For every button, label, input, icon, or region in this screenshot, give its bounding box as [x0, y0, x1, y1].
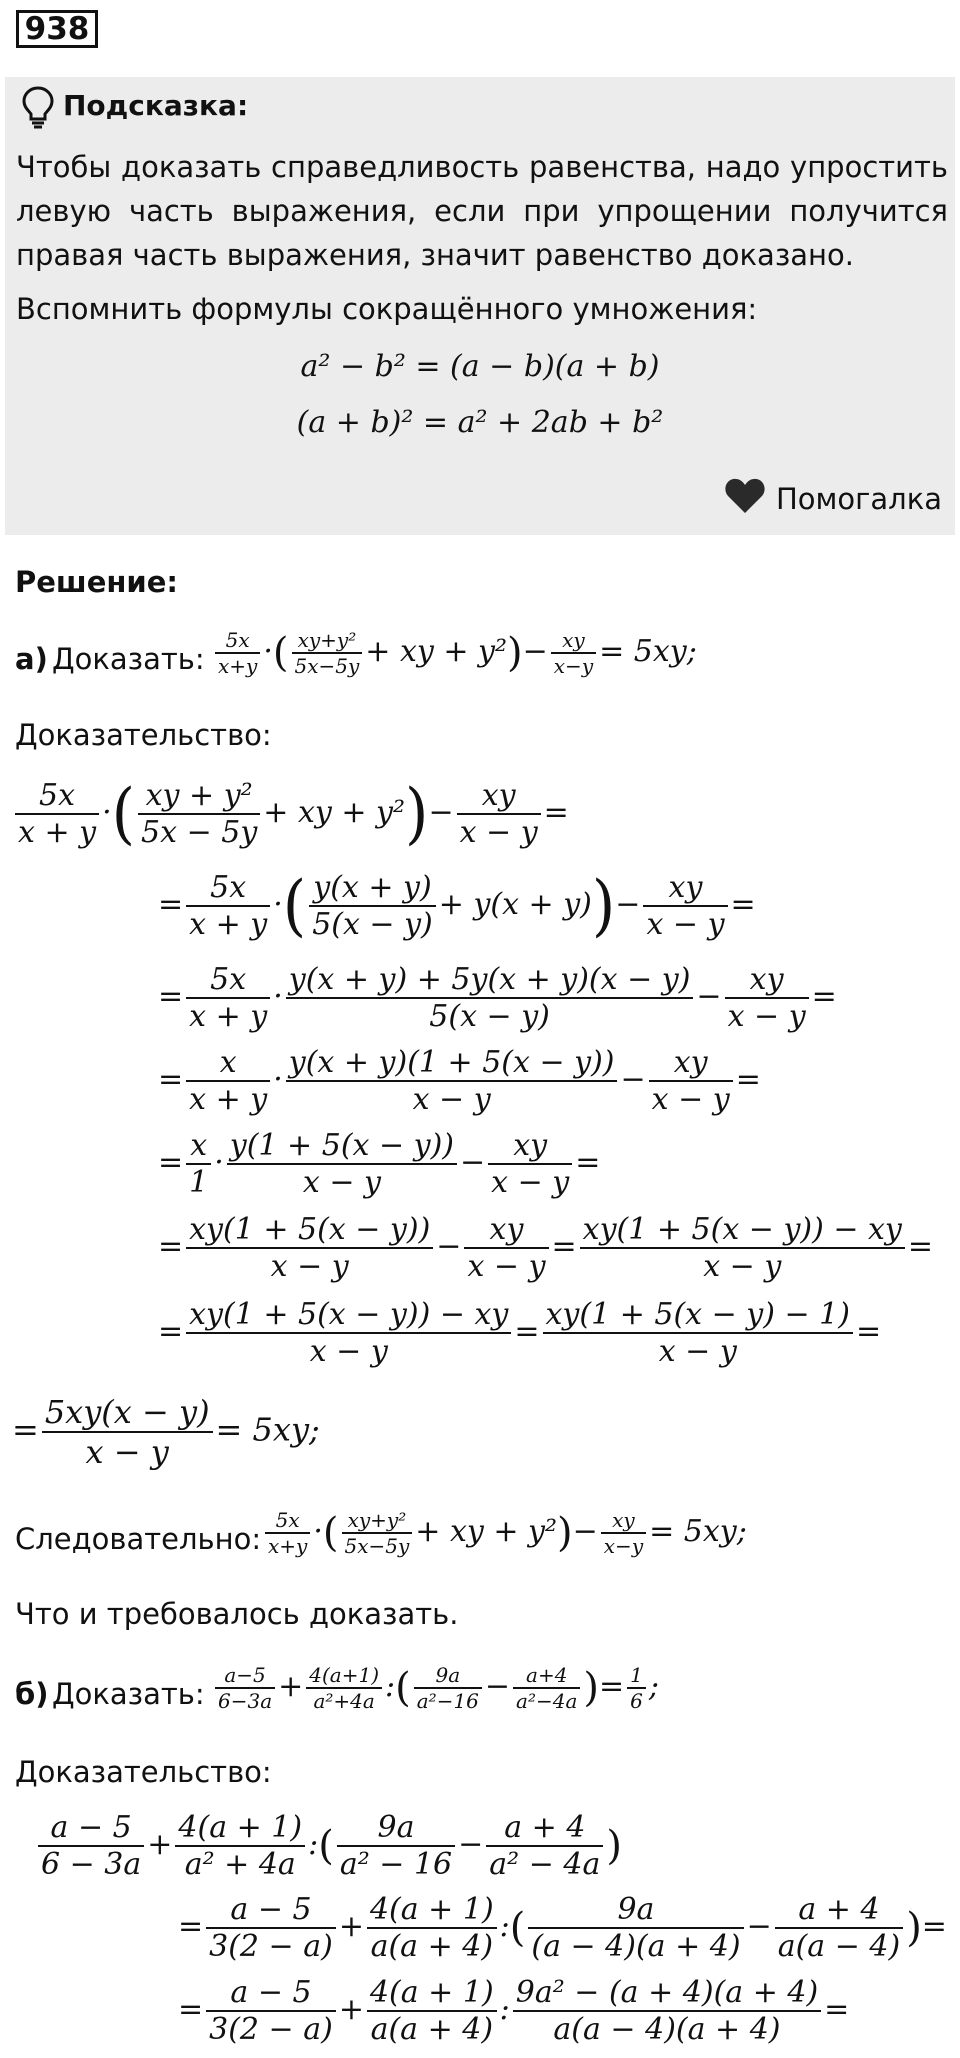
formula-square-of-sum: (a + b)² = a² + 2ab + b²	[296, 405, 664, 440]
task-number: 938	[16, 10, 98, 48]
hint-paragraph: Чтобы доказать справедливость равенства, надо упростить левую часть выражения, если при упрощении получится правая часть выражения, значит равенство доказано.	[16, 150, 948, 272]
heart-icon	[723, 475, 767, 515]
part-a-conclusion	[0, 1500, 960, 1580]
proof-a-line-2: = $\frac{5x}{x + y}$ ·( $\frac{y(x + y)}{5(x - y)}$ + y(x + y))− $\frac{xy}{x - y}$ =	[158, 867, 756, 945]
part-b-statement	[0, 1655, 960, 1735]
qed-text: Что и требовалось доказать.	[15, 1597, 459, 1631]
proof-a-line-4: = $\frac{x}{x + y}$ · $\frac{y(x + y)(1 + 5(x - y))}{x - y}$ − $\frac{xy}{x - y}$ =	[158, 1045, 761, 1117]
formula-difference-of-squares: a² − b² = (a − b)(a + b)	[300, 349, 660, 384]
part-a-label: а)	[15, 642, 48, 676]
proof-b-line-2: = $\frac{a - 5}{3(2 - a)}$ + $\frac{4(a + 1)}{a(a + 4)}$ :( $\frac{9a}{(a - 4)(a + 4)}$ − $\frac{a + 4}{a(a - 4)}$ )=	[178, 1892, 947, 1964]
proof-a-line-6: = $\frac{xy(1 + 5(x - y))}{x - y}$ − $\frac{xy}{x - y}$ = $\frac{xy(1 + 5(x - y)) - xy}{x - y}$ =	[158, 1212, 934, 1284]
part-b-prove-word: Доказать:	[52, 1677, 205, 1711]
proof-a-final-line: = $\frac{5xy(x - y)}{x - y}$ = 5xy;	[12, 1393, 320, 1471]
part-a-prove-word: Доказать:	[52, 642, 205, 676]
proof-a-line-1: $\frac{5x}{x + y}$ ·( $\frac{\text{xy + y²}}{5x - 5y}$ + xy + y²)− $\frac{xy}{x - y}$ =	[12, 778, 569, 850]
proof-b-line-3: = $\frac{a - 5}{3(2 - a)}$ + $\frac{4(a + 1)}{a(a + 4)}$ : $\frac{\text{9a² − (a + 4)(a + 4)}}{a(a - 4)(a + 4)}$ =	[178, 1975, 850, 2047]
conclusion-formula: $\frac{5x}{x+y}$ ·( $\frac{\text{xy+y²}}{5x-5y}$ + xy + y²)− $\frac{xy}{x-y}$ = 5xy;	[262, 1508, 747, 1558]
part-a-statement-formula: $\frac{5x}{x+y}$ ·( $\frac{\text{xy+y²}}{5x-5y}$ + xy + y²)− $\frac{xy}{x-y}$ = 5xy;	[212, 628, 697, 678]
lightbulb-icon	[21, 85, 55, 129]
hint-title: Подсказка:	[63, 89, 249, 122]
hint-formulas-intro: Вспомнить формулы сокращённого умножения:	[16, 292, 758, 326]
part-b-proof-word: Доказательство:	[15, 1755, 272, 1789]
part-a-proof-word: Доказательство:	[15, 718, 272, 752]
part-b-statement-formula: $\frac{a-5}{6-3a}$ + $\frac{4(a+1)}{\text{a²+4a}}$ :( $\frac{9a}{\text{a²−16}}$ − $\frac{a+4}{\text{a²−4a}}$ )= $\frac{1}{6}$ ;	[212, 1663, 659, 1713]
solution-heading: Решение:	[15, 565, 179, 599]
conclusion-word: Следовательно:	[15, 1522, 262, 1556]
part-a-statement	[0, 620, 960, 700]
proof-a-line-5: = $\frac{x}{1}$ · $\frac{y(1 + 5(x - y))}{x - y}$ − $\frac{xy}{x - y}$ =	[158, 1128, 601, 1200]
proof-a-line-7: = $\frac{xy(1 + 5(x - y)) - xy}{x - y}$ = $\frac{xy(1 + 5(x - y) - 1)}{x - y}$ =	[158, 1297, 882, 1369]
brand-label: Помогалка	[776, 482, 942, 516]
part-b-label: б)	[15, 1677, 49, 1711]
proof-a-line-3: = $\frac{5x}{x + y}$ · $\frac{y(x + y) + 5y(x + y)(x - y)}{5(x - y)}$ − $\frac{xy}{x - y}$ =	[158, 962, 837, 1034]
hint-box	[5, 77, 955, 535]
proof-b-line-1: $\frac{a - 5}{6 - 3a}$ + $\frac{4(a + 1)}{\text{a² + 4a}}$ :( $\frac{9a}{\text{a² − 16}}$ − $\frac{a + 4}{\text{a² − 4a}}$ )	[35, 1810, 622, 1882]
